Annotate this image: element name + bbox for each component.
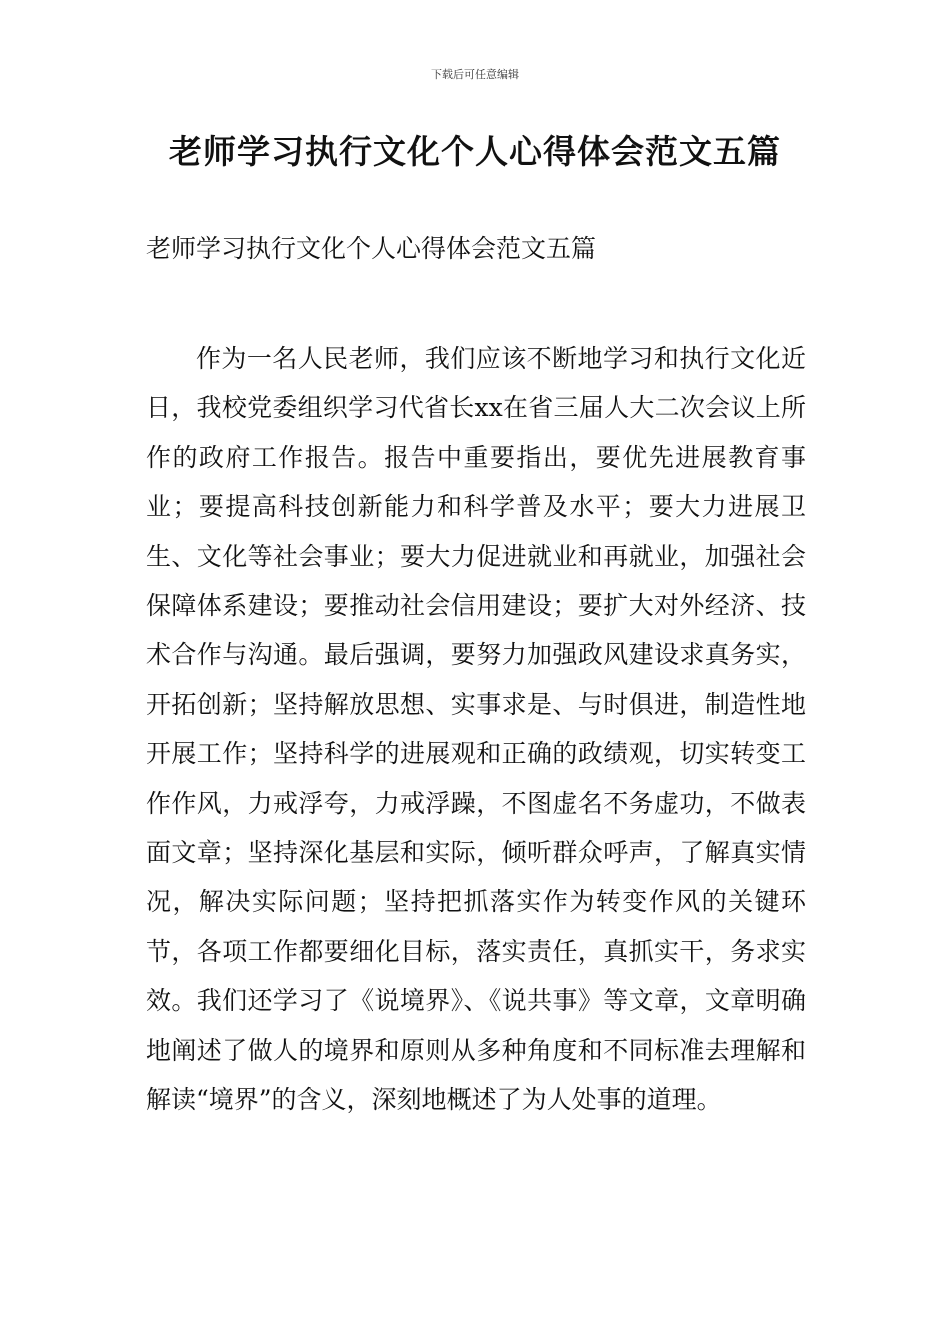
document-subtitle: 老师学习执行文化个人心得体会范文五篇 [146,234,597,263]
body-paragraph: 作为一名人民老师，我们应该不断地学习和执行文化近日，我校党委组织学习代省长xx在省三届人大二次会议上所作的政府工作报告。报告中重要指出，要优先进展教育事业；要提高科技创新能力和科学普及水平；要大力进展卫生、文化等社会事业；要大力促进就业和再就业，加强社会保障体系建设；要推动社会信用建设；要扩大对外经济、技术合作与沟通。最后强调，要努力加强政风建设求真务实，开拓创新；坚持解放思想、实事求是、与时俱进，制造性地开展工作；坚持科学的进展观和正确的政绩观，切实转变工作作风，力戒浮夸，力戒浮躁，不图虚名不务虚功，不做表面文章；坚持深化基层和实际，倾听群众呼声，了解真实情况，解决实际问题；坚持把抓落实作为转变作风的关键环节，各项工作都要细化目标，落实责任，真抓实干，务求实效。我们还学习了《说境界》、《说共事》等文章，文章明确地阐述了做人的境界和原则从多种角度和不同标准去理解和解读“境界”的含义，深刻地概述了为人处事的道理。 [146,344,806,1115]
document-title: 老师学习执行文化个人心得体会范文五篇 [169,132,781,171]
header-note: 下载后可任意编辑 [431,68,519,81]
